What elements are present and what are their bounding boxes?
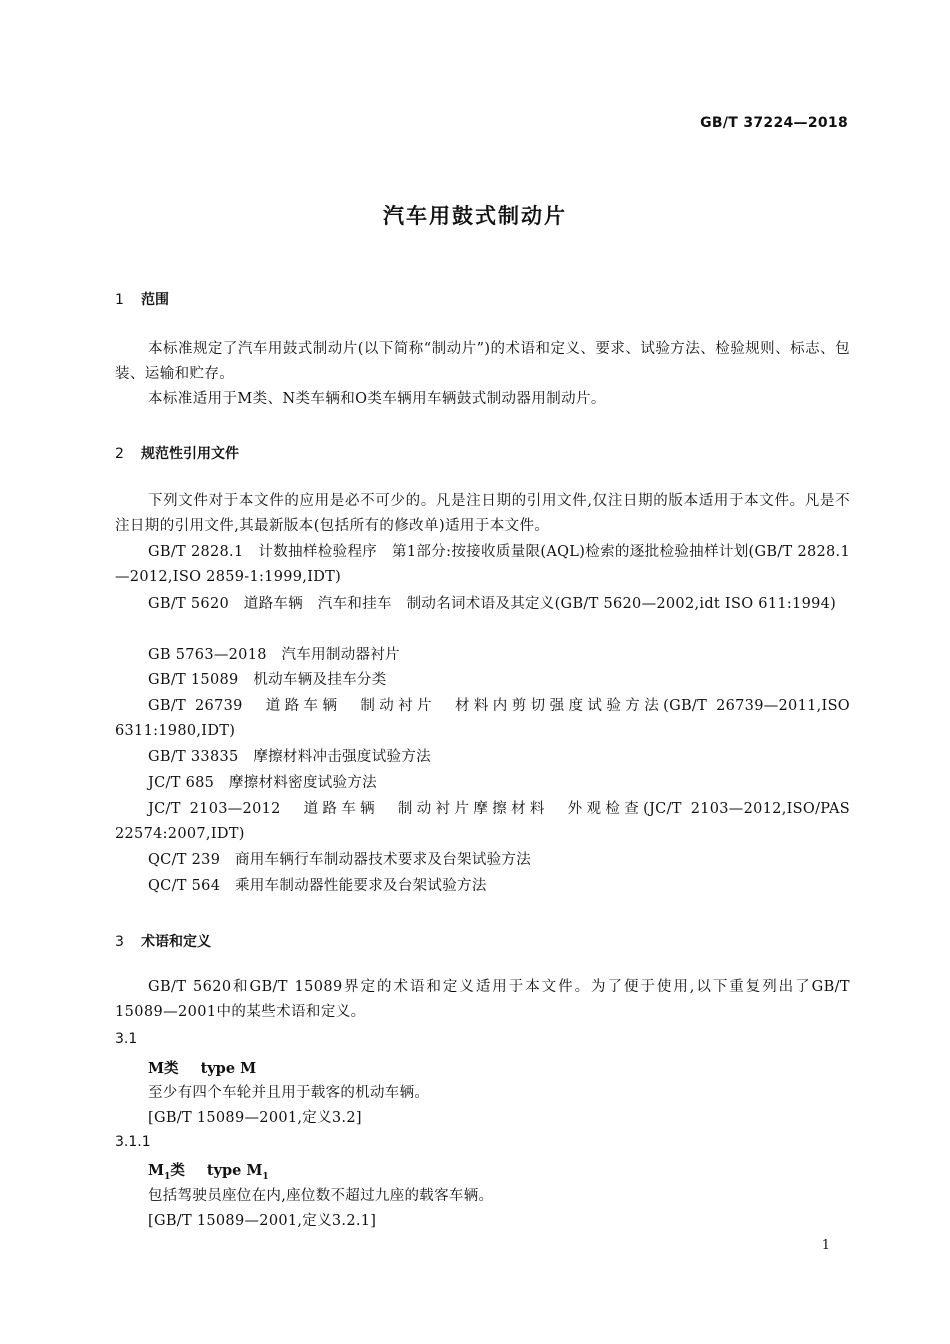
term-source: [GB/T 15089—2001,定义3.2] [148,1110,362,1126]
section-title: 范围 [141,292,169,308]
term-heading [148,1057,256,1078]
reference-item: GB/T 26739 道路车辆 制动衬片 材料内剪切强度试验方法(GB/T 26739—2011,ISO 6311:1980,IDT) [115,698,850,739]
page-number: 1 [821,1238,830,1253]
term-zh: M类 [148,1060,179,1077]
reference-item: GB 5763—2018 汽车用制动器衬片 [148,647,400,663]
paragraph: 本标准规定了汽车用鼓式制动片(以下简称“制动片”)的术语和定义、要求、试验方法、检验规则、标志、包装、运输和贮存。 [115,341,850,382]
term-heading [148,1159,269,1182]
section-title: 规范性引用文件 [141,446,239,462]
term-subscript: 1 [164,1171,171,1182]
term-zh: M [148,1162,165,1179]
paragraph: 下列文件对于本文件的应用是必不可少的。凡是注日期的引用文件,仅注日期的版本适用于本文件。凡是不注日期的引用文件,其最新版本(包括所有的修改单)适用于本文件。 [115,493,850,534]
reference-item: QC/T 564 乘用车制动器性能要求及台架试验方法 [148,878,487,894]
reference-item: GB/T 5620 道路车辆 汽车和挂车 制动名词术语及其定义(GB/T 5620—2002,idt ISO 611:1994) [148,596,837,612]
paragraph: 本标准适用于M类、N类车辆和O类车辆用车辆鼓式制动器用制动片。 [148,391,606,407]
reference-item: JC/T 2103—2012 道路车辆 制动衬片摩擦材料 外观检查(JC/T 2103—2012,ISO/PAS 22574:2007,IDT) [115,801,850,842]
reference-item: GB/T 2828.1 计数抽样检验程序 第1部分:按接收质量限(AQL)检索的逐批检验抽样计划(GB/T 2828.1—2012,ISO 2859-1:1999,IDT) [115,544,850,585]
section-2-heading [115,443,239,463]
term-en: type M [206,1162,263,1179]
section-1-heading [115,289,169,309]
term-source: [GB/T 15089—2001,定义3.2.1] [148,1213,377,1229]
standard-code: GB/T 37224—2018 [700,115,848,131]
reference-item: GB/T 33835 摩擦材料冲击强度试验方法 [148,749,431,765]
clause-number: 3.1.1 [115,1134,151,1150]
document-title: 汽车用鼓式制动片 [383,204,567,228]
term-definition: 包括驾驶员座位在内,座位数不超过九座的载客车辆。 [148,1188,494,1204]
section-title: 术语和定义 [141,934,211,950]
reference-item: JC/T 685 摩擦材料密度试验方法 [148,775,377,791]
section-3-heading [115,931,211,951]
section-number: 3 [115,934,124,950]
section-number: 1 [115,292,124,308]
term-en-subscript: 1 [262,1171,269,1182]
term-zh-suffix: 类 [170,1162,185,1179]
clause-number: 3.1 [115,1031,138,1047]
section-number: 2 [115,446,124,462]
paragraph: GB/T 5620和GB/T 15089界定的术语和定义适用于本文件。为了便于使用,以下重复列出了GB/T 15089—2001中的某些术语和定义。 [115,979,850,1020]
reference-item: GB/T 15089 机动车辆及挂车分类 [148,672,387,688]
term-definition: 至少有四个车轮并且用于载客的机动车辆。 [148,1085,430,1101]
reference-item: QC/T 239 商用车辆行车制动器技术要求及台架试验方法 [148,852,532,868]
term-en: type M [200,1060,257,1077]
